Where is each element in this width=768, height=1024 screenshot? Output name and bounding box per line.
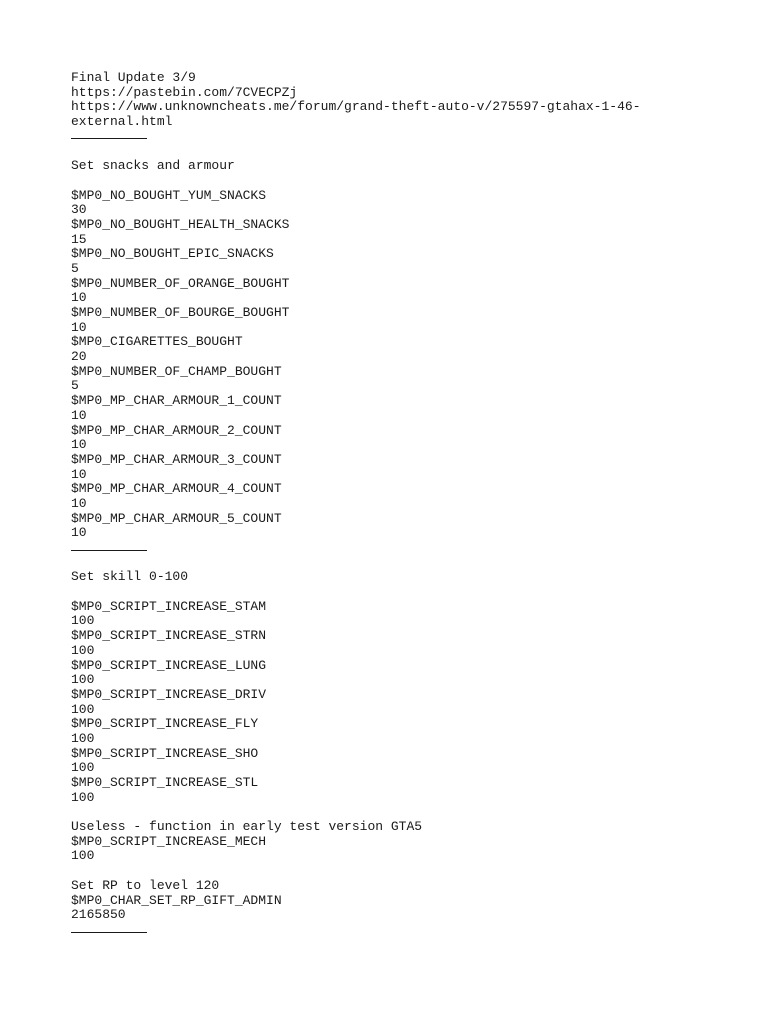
stat-value: 10	[71, 290, 87, 306]
stat-name: $MP0_SCRIPT_INCREASE_STL	[71, 775, 259, 790]
stat-value: 10	[71, 495, 87, 511]
header-section	[71, 71, 711, 144]
stat-name: $MP0_NO_BOUGHT_YUM_SNACKS	[71, 187, 267, 203]
stat-name: $MP0_SCRIPT_INCREASE_FLY	[71, 716, 259, 732]
stat-value: 100	[71, 760, 95, 776]
stat-value: 100	[71, 848, 95, 864]
stat-value: 2165850	[71, 907, 126, 923]
stat-name: $MP0_SCRIPT_INCREASE_STRN	[71, 628, 267, 644]
stat-value: 100	[71, 789, 95, 805]
stat-value: 100	[71, 730, 95, 746]
stat-value: 100	[71, 701, 95, 717]
stat-name: $MP0_NUMBER_OF_BOURGE_BOUGHT	[71, 305, 290, 320]
stat-value: 100	[71, 613, 95, 629]
stat-list	[71, 600, 711, 806]
stat-value: 10	[71, 466, 87, 482]
stat-value: 5	[71, 260, 79, 276]
pastebin-link[interactable]: https://pastebin.com/7CVECPZj	[71, 84, 298, 100]
stat-value: 10	[71, 525, 87, 541]
section-divider	[71, 541, 711, 556]
stat-value: 10	[71, 437, 87, 453]
section-divider	[71, 923, 711, 938]
unknowncheats-link-line-1[interactable]: https://www.unknowncheats.me/forum/grand-theft-auto-v/275597-gtahax-1-46-	[71, 99, 641, 115]
skill-section	[71, 570, 711, 805]
stat-name: $MP0_NO_BOUGHT_EPIC_SNACKS	[71, 246, 274, 262]
stat-name: $MP0_MP_CHAR_ARMOUR_3_COUNT	[71, 451, 282, 467]
stat-value: 20	[71, 349, 87, 365]
stat-name: $MP0_SCRIPT_INCREASE_MECH	[71, 833, 267, 849]
useless-section	[71, 820, 711, 864]
stat-name: $MP0_NUMBER_OF_CHAMP_BOUGHT	[71, 363, 282, 379]
stat-value: 10	[71, 319, 87, 335]
stat-value: 100	[71, 642, 95, 658]
stat-name: $MP0_NUMBER_OF_ORANGE_BOUGHT	[71, 275, 290, 291]
section-heading: Set snacks and armour	[71, 158, 235, 174]
stat-name: $MP0_SCRIPT_INCREASE_DRIV	[71, 686, 267, 702]
unknowncheats-link-line-2[interactable]: external.html	[71, 114, 173, 130]
stat-name: $MP0_CHAR_SET_RP_GIFT_ADMIN	[71, 892, 282, 908]
stat-name: $MP0_CIGARETTES_BOUGHT	[71, 334, 243, 350]
section-heading: Set skill 0-100	[71, 569, 189, 585]
section-heading: Set RP to level 120	[71, 877, 220, 893]
snacks-armour-section	[71, 159, 711, 556]
stat-value: 15	[71, 231, 87, 247]
section-heading: Useless - function in early test version GTA5	[71, 819, 423, 835]
stat-value: 100	[71, 672, 95, 688]
stat-name: $MP0_SCRIPT_INCREASE_SHO	[71, 745, 259, 761]
stat-name: $MP0_MP_CHAR_ARMOUR_2_COUNT	[71, 422, 282, 438]
update-title: Final Update 3/9	[71, 70, 196, 85]
stat-name: $MP0_SCRIPT_INCREASE_STAM	[71, 598, 267, 614]
stat-name: $MP0_NO_BOUGHT_HEALTH_SNACKS	[71, 216, 290, 232]
stat-value: 30	[71, 202, 87, 218]
rp-section	[71, 879, 711, 938]
stat-value: 10	[71, 407, 87, 423]
stat-value: 5	[71, 378, 79, 394]
stat-name: $MP0_MP_CHAR_ARMOUR_5_COUNT	[71, 510, 282, 526]
stat-name: $MP0_MP_CHAR_ARMOUR_4_COUNT	[71, 481, 282, 497]
stat-list	[71, 189, 711, 542]
section-divider	[71, 130, 711, 145]
document-page	[71, 71, 711, 938]
stat-name: $MP0_SCRIPT_INCREASE_LUNG	[71, 657, 267, 673]
stat-name: $MP0_MP_CHAR_ARMOUR_1_COUNT	[71, 393, 282, 409]
